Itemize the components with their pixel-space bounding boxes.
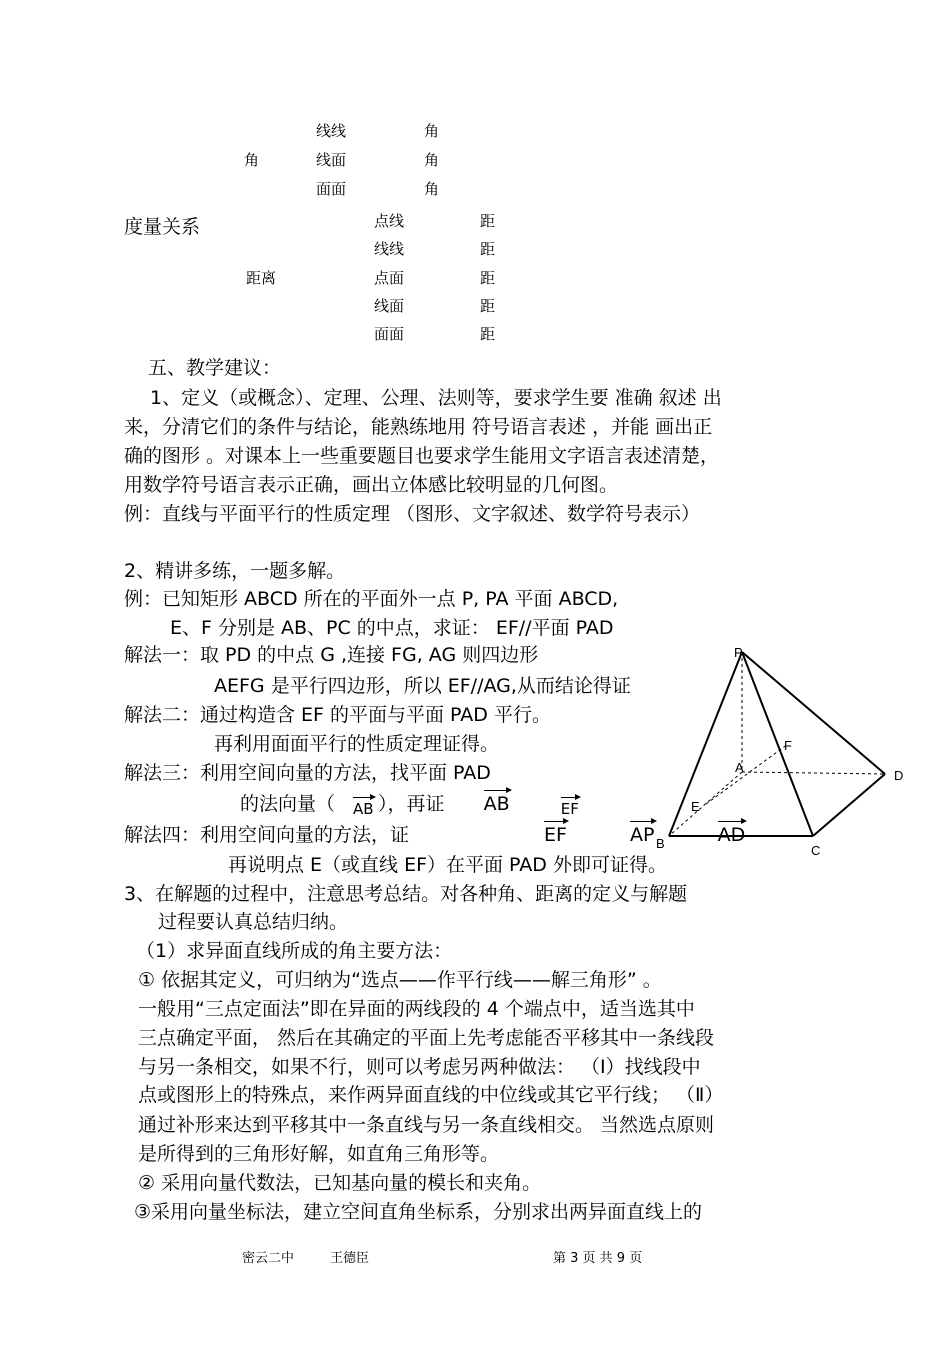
label-a: A bbox=[735, 760, 744, 775]
label-p: P bbox=[734, 645, 743, 660]
body-line: 1、定义（或概念）、定理、公理、法则等，要求学生要 准确 叙述 出 bbox=[150, 387, 722, 409]
body-line: 用数学符号语言表示正确，画出立体感比较明显的几何图。 bbox=[124, 474, 619, 496]
body-line: ），再证 bbox=[378, 793, 445, 815]
distance-kind-2: 线线 bbox=[374, 240, 405, 258]
body-line: 一般用“三点定面法”即在异面的两线段的 4 个端点中，适当选其中 bbox=[138, 998, 695, 1020]
label-d: D bbox=[894, 768, 904, 783]
body-line: 点或图形上的特殊点，来作两异面直线的中位线或其它平行线； （Ⅱ） bbox=[138, 1084, 724, 1106]
label-c: C bbox=[811, 843, 821, 858]
vector-ab-normal: AB bbox=[353, 800, 374, 818]
distance-suffix-5: 距 bbox=[480, 325, 496, 343]
body-line: 再说明点 E（或直线 EF）在平面 PAD 外即可证得。 bbox=[228, 854, 667, 876]
vector-ef: EF bbox=[544, 824, 567, 846]
vector-ab: AB bbox=[483, 793, 510, 815]
body-line: ② 采用向量代数法，已知基向量的模长和夹角。 bbox=[138, 1172, 542, 1194]
vector-ap: AP bbox=[630, 824, 655, 846]
distance-kind-5: 面面 bbox=[374, 325, 405, 343]
pyramid-figure bbox=[640, 635, 920, 865]
body-line: （1）求异面直线所成的角主要方法： bbox=[136, 940, 453, 962]
footer-author: 王德臣 bbox=[330, 1251, 370, 1266]
angle-label: 角 bbox=[244, 151, 260, 169]
body-line: E、F 分别是 AB、PC 的中点，求证： EF//平面 PAD bbox=[170, 617, 614, 639]
distance-kind-4: 线面 bbox=[374, 297, 405, 315]
distance-kind-1: 点线 bbox=[374, 212, 405, 230]
body-line: 与另一条相交，如果不行，则可以考虑另两种做法： （Ⅰ）找线段中 bbox=[138, 1056, 701, 1078]
body-line: 过程要认真总结归纳。 bbox=[158, 911, 349, 933]
body-line: 确的图形 。对课本上一些重要题目也要求学生能用文字语言表述清楚， bbox=[124, 445, 720, 467]
body-line: 解法二：通过构造含 EF 的平面与平面 PAD 平行。 bbox=[124, 704, 551, 726]
edge-pd bbox=[742, 652, 885, 774]
body-line: AEFG 是平行四边形，所以 EF//AG,从而结论得证 bbox=[214, 675, 631, 697]
body-line: 的法向量（ bbox=[240, 793, 336, 815]
body-line: 三点确定平面， 然后在其确定的平面上先考虑能否平移其中一条线段 bbox=[138, 1027, 715, 1049]
footer-page: 第 3 页 共 9 页 bbox=[553, 1251, 643, 1266]
angle-kind-2: 线面 bbox=[316, 151, 347, 169]
edge-ad bbox=[742, 772, 885, 774]
angle-suffix-1: 角 bbox=[424, 122, 440, 140]
edge-ab bbox=[669, 772, 742, 836]
distance-suffix-3: 距 bbox=[480, 269, 496, 287]
label-f: F bbox=[784, 738, 792, 753]
segment-ef bbox=[706, 744, 788, 804]
edge-pc bbox=[742, 652, 813, 836]
angle-suffix-2: 角 bbox=[424, 151, 440, 169]
body-line: 解法三：利用空间向量的方法，找平面 PAD bbox=[124, 762, 491, 784]
distance-suffix-4: 距 bbox=[480, 297, 496, 315]
angle-suffix-3: 角 bbox=[424, 180, 440, 198]
distance-kind-3: 点面 bbox=[374, 269, 405, 287]
body-line: 通过补形来达到平移其中一条直线与另一条直线相交。 当然选点原则 bbox=[138, 1114, 715, 1136]
body-line: 2、精讲多练，一题多解。 bbox=[124, 560, 346, 582]
measure-relation-label: 度量关系 bbox=[124, 216, 201, 238]
body-line: 例：已知矩形 ABCD 所在的平面外一点 P, PA 平面 ABCD, bbox=[124, 588, 619, 610]
edge-pb bbox=[669, 652, 742, 836]
distance-label: 距离 bbox=[246, 269, 277, 287]
distance-suffix-1: 距 bbox=[480, 212, 496, 230]
label-e: E bbox=[691, 799, 700, 814]
label-b: B bbox=[656, 836, 665, 851]
distance-suffix-2: 距 bbox=[480, 240, 496, 258]
body-line: ③采用向量坐标法，建立空间直角坐标系，分别求出两异面直线上的 bbox=[134, 1201, 703, 1223]
angle-kind-3: 面面 bbox=[316, 180, 347, 198]
vector-ad: AD bbox=[717, 824, 746, 846]
angle-kind-1: 线线 bbox=[316, 122, 347, 140]
body-line: 3、在解题的过程中，注意思考总结。对各种角、距离的定义与解题 bbox=[124, 883, 688, 905]
body-line: 例：直线与平面平行的性质定理 （图形、文字叙述、数学符号表示） bbox=[124, 503, 701, 525]
vector-ef: EF bbox=[560, 800, 579, 818]
body-line: 解法四：利用空间向量的方法，证 bbox=[124, 824, 410, 846]
body-line: 是所得到的三角形好解，如直角三角形等。 bbox=[138, 1143, 500, 1165]
footer-school: 密云二中 bbox=[242, 1251, 295, 1266]
body-line: ① 依据其定义，可归纳为“选点——作平行线——解三角形” 。 bbox=[138, 969, 662, 991]
body-line: 解法一：取 PD 的中点 G ,连接 FG, AG 则四边形 bbox=[124, 644, 539, 666]
section-title: 五、教学建议： bbox=[148, 357, 282, 379]
edge-cd bbox=[813, 774, 885, 836]
body-line: 再利用面面平行的性质定理证得。 bbox=[214, 733, 500, 755]
body-line: 来，分清它们的条件与结论，能熟练地用 符号语言表述 ，并能 画出正 bbox=[124, 416, 713, 438]
